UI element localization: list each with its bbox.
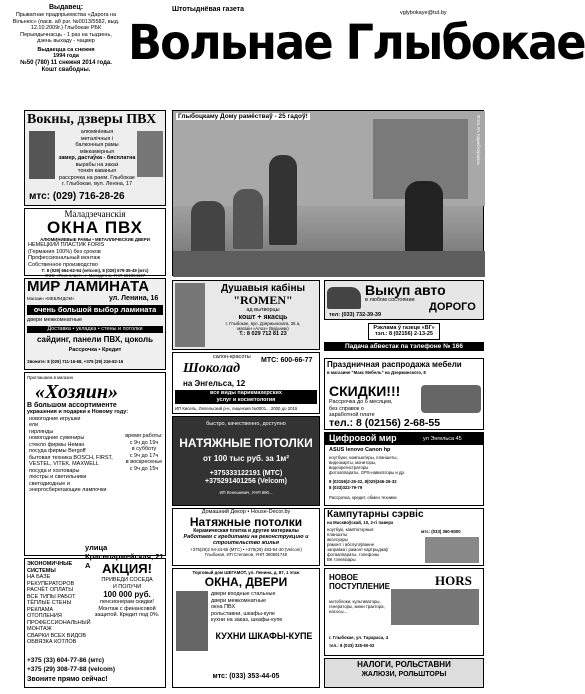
ad-line: СВАРКИ ВСЕХ ВИДОВ bbox=[27, 632, 87, 639]
machine-image bbox=[391, 589, 479, 625]
ad-sub: ЖАЛЮЗИ, РОЛЬШТОРЫ bbox=[361, 671, 447, 678]
ad-header: Домашний Декор • House-Decor.by bbox=[201, 509, 291, 515]
ad-line: генераторы, мини трактора, bbox=[329, 604, 385, 609]
ad-line: рассрочка на раем. Глыбокае bbox=[59, 174, 135, 181]
ad-line: НА БАЗЕ РЕКУПЕРАТОРОВ bbox=[27, 574, 75, 587]
ad-line: Доставка • укладка • стены и потолки bbox=[27, 326, 163, 333]
ad-line: окна ПВХ bbox=[211, 604, 236, 610]
ad-line: аксесуары bbox=[327, 537, 348, 542]
ad-phone: мтс: (033) 353-44-05 bbox=[212, 673, 280, 680]
ad-lines bbox=[329, 455, 479, 475]
ad-store: Магазин «МЕБЛИДОМ» bbox=[27, 296, 75, 301]
ad-right bbox=[89, 577, 165, 619]
ad-title: Душавыя кабіны bbox=[220, 283, 306, 294]
ad-kamp bbox=[324, 508, 484, 566]
ad-line: фотоаппараты, GPS-навигаторы и др. bbox=[329, 470, 406, 475]
ad-address: на Энгельса, 12 bbox=[183, 379, 246, 388]
ad-title: Шоколад bbox=[183, 361, 241, 376]
ad-header: Торговый дом ШЕГАМОТ, ул. Ленина, д. 87, 1 этаж bbox=[192, 570, 300, 575]
ad-line: ВСЕ ТИПЫ РАБОТ bbox=[27, 593, 76, 600]
ad-line: РАСЧЁТ ОПЛАТЫ bbox=[27, 587, 74, 593]
ad-big: СКИДКИ!!! bbox=[329, 383, 401, 399]
ad-phone: Т.: 8 029 712 81 23 bbox=[239, 330, 287, 337]
ad-novoe bbox=[324, 568, 484, 656]
ad-phone: тел.: 8 (02156) 2-68-55 bbox=[329, 417, 441, 429]
ad-phone: мтс: (029) 716-28-26 bbox=[29, 191, 125, 202]
ad-salon: салон-красоты bbox=[213, 354, 251, 360]
ad-reklama bbox=[324, 322, 484, 356]
ad-footer: ООО «Рекс-пласт», г. Молодечно, УНП 691064197 bbox=[44, 273, 146, 278]
ad-left bbox=[27, 561, 91, 646]
publisher-line: дзень выхаду - чацвер bbox=[37, 38, 95, 44]
list-item: ели bbox=[29, 422, 39, 428]
ad-line: ад вытворцы bbox=[246, 307, 280, 313]
photo-floor bbox=[173, 251, 485, 277]
ad-mts: МТС: 600-66-77 bbox=[261, 357, 313, 364]
ad-line: РЕКЛАМА ОТОПЛЕНИЯ bbox=[27, 606, 62, 619]
ad-price: ДОРОГО bbox=[429, 301, 476, 313]
ad-phone: 8 (02156)2-26-32, 8(029)346-26-32 bbox=[329, 479, 397, 484]
ad-line: Падача абвестак па тэлефоне № 166 bbox=[324, 342, 484, 351]
ad-nalogi bbox=[324, 658, 484, 688]
ad-footer: ИП Кисель, Лепельский р-н, лицензия №0001... 2000 до 2015 bbox=[175, 406, 298, 411]
masthead-title-box bbox=[128, 15, 585, 74]
ad-title: Праздничная распродажа мебели bbox=[327, 360, 462, 369]
hours-line: с 9ч до 19ч bbox=[129, 439, 159, 446]
ad-line: (Германия 100%) без сроков bbox=[28, 248, 101, 255]
hours-line: в воскресенье bbox=[125, 459, 163, 465]
ad-line: АЛЮМИНИЕВЫЕ РАМЫ • МЕТАЛЛИЧЕСКИЕ ДВЕРИ bbox=[40, 237, 150, 242]
photo-person bbox=[233, 189, 263, 249]
computer-image bbox=[425, 537, 479, 563]
ad-address: на Масквоўскай, 10, 2-гі паверх bbox=[327, 520, 394, 525]
ad-line: ноутбуки, компьютеры, планшеты, bbox=[329, 455, 398, 460]
hours-line: с 9ч до 17ч bbox=[129, 452, 159, 459]
ad-shokolad bbox=[172, 352, 320, 414]
list-item: новогодние игрушки bbox=[29, 415, 81, 422]
ad-line: замер, дастаўка - бясплатна bbox=[58, 155, 136, 161]
ad-phones: +375(29)2 94-34-55 (МТС) • +375(29) 483-94-30 (Velcom) bbox=[190, 546, 302, 552]
ad-line: пенсионерам скидки! bbox=[100, 599, 154, 605]
ad-molodechno bbox=[24, 208, 166, 276]
ad-line: И ПОЛУЧИ bbox=[112, 583, 142, 590]
publisher-line: Вільнюс» (пасв. аб рэг. №0013/5582, выд. bbox=[12, 18, 120, 25]
list-item: стекло фирмы Неман bbox=[29, 441, 85, 448]
ad-credit: Рассрочка • Кредит bbox=[68, 347, 122, 353]
ad-line: ПРИВЕДИ СОСЕДА bbox=[101, 577, 153, 583]
ad-price: от 100 тыс руб. за 1м² bbox=[202, 453, 289, 463]
ad-title: ОКНА ПВХ bbox=[46, 218, 144, 237]
ad-line: двери межкомнатные bbox=[211, 597, 267, 604]
window-image bbox=[137, 131, 163, 177]
ad-title: Выкуп авто bbox=[365, 282, 446, 298]
ad-lead: В большом ассортименте bbox=[27, 402, 117, 409]
ad-line: балконныя рамы bbox=[75, 142, 119, 148]
ad-address: г. Глыбокае, ул. Тарараса, 4 bbox=[329, 635, 388, 640]
hours bbox=[125, 433, 163, 472]
ad-line: насосы... bbox=[329, 609, 348, 614]
ad-title: Натяжные потолки bbox=[189, 514, 303, 529]
ad-line: ОБВЯЗКА КОТЛОВ bbox=[27, 639, 77, 645]
ad-header: Маладзечанскія bbox=[64, 209, 126, 219]
hours-line: с 9ч до 15ч bbox=[129, 465, 159, 472]
ad-cifrovoy bbox=[324, 432, 484, 506]
ad-line: видеокарты, мониторы, bbox=[329, 460, 377, 465]
ad-line: фотааппараты, тэлефоны bbox=[327, 552, 380, 557]
ad-line: ПРОФЕССИОНАЛЬНЫЙ МОНТАЖ bbox=[27, 619, 91, 632]
publisher-line: Прыватнае прадпрыемства «Дарога на bbox=[15, 12, 117, 18]
list-item: гирлянды bbox=[29, 428, 54, 435]
publisher-line: 12.10.2009г.) Глыбокае РБК bbox=[30, 25, 102, 31]
ad-line: рамонт і абслугоўванне bbox=[327, 542, 375, 547]
ad-sub: Керамическая плитка и другие материалы bbox=[193, 527, 299, 534]
ad-line: заработной плате bbox=[329, 412, 375, 418]
publisher-block bbox=[6, 4, 126, 108]
photo-caption: Глыбоцкаму Дому рамёстваў - 25 гадоў! bbox=[178, 113, 308, 120]
photo-credit: Фота Ул. Карабчэўскага bbox=[476, 115, 481, 165]
ad-line: Собственное производство bbox=[28, 261, 98, 268]
publisher-line: Перыядычнасць - 1 раз на тыдзень, bbox=[20, 31, 112, 38]
price: Кошт свабодны. bbox=[41, 66, 91, 73]
ad-line: кухни на заказ, шкафы-купе bbox=[211, 617, 283, 623]
list-item: светодиодные и энергосберегающие лампочки bbox=[29, 480, 107, 493]
ad-windows bbox=[24, 110, 166, 206]
ad-store: в магазине "Макс Мебель" на Дзержинского, 8 bbox=[327, 370, 426, 375]
issue-number: №50 (780) 11 снежня 2014 года. bbox=[20, 59, 112, 66]
publisher-line: 1994 года bbox=[53, 53, 79, 59]
ad-line: планшэты bbox=[327, 532, 348, 537]
ad-furniture bbox=[324, 358, 484, 430]
ad-line: вырабы на заказ bbox=[75, 161, 119, 168]
ad-address: ул. Ленина, 16 bbox=[109, 295, 159, 302]
ad-line: Профессиональный монтаж bbox=[28, 255, 101, 261]
ad-line: ТЁПЛЫЕ СТЕНЫ bbox=[27, 600, 72, 606]
ad-phone: 8 (033)322-79-79 bbox=[329, 485, 363, 490]
ad-phone: +375333122191 (МТС) bbox=[209, 469, 283, 477]
publisher-label: Выдавец: bbox=[48, 4, 84, 11]
ad-line: Рэклама ў газеце «ВГ» bbox=[373, 324, 435, 331]
ad-title: НАТЯЖНЫЕ ПОТОЛКИ bbox=[179, 435, 313, 450]
ad-address: ул Энгельса 45 bbox=[423, 436, 462, 442]
ad-auto bbox=[324, 280, 484, 320]
ad-line: двери входные стальные bbox=[211, 591, 276, 597]
list-item: посуда фирмы Bergoff bbox=[29, 448, 86, 454]
ad-phone: тел: (033) 732-39-39 bbox=[329, 312, 382, 318]
ad-footer: Глыбокая, ИП Степанов, УНП 390591748 bbox=[204, 551, 288, 557]
ad-lines bbox=[329, 599, 389, 614]
ad-lines bbox=[211, 591, 317, 624]
list-item: новогодние сувениры bbox=[29, 435, 85, 441]
photo-person bbox=[269, 155, 297, 245]
ad-okna2 bbox=[172, 568, 320, 688]
masthead-title: Вольнае Глыбокае bbox=[128, 15, 585, 71]
ad-line: сайдинг, панели ПВХ, цоколь bbox=[37, 335, 153, 344]
ad-lines bbox=[57, 129, 137, 188]
main-photo bbox=[172, 110, 484, 276]
ad-footer: Рассрочка, кредит, обмен техники bbox=[329, 495, 397, 500]
ad-brands: ASUS lenovo Canon hp bbox=[329, 447, 391, 453]
ad-title: Цифровой мир bbox=[329, 433, 397, 443]
ad-line: быстро, качественно, доступно bbox=[206, 421, 286, 427]
ad-line: алюмініевыя bbox=[80, 129, 114, 135]
ad-brand: "ROMEN" bbox=[233, 293, 293, 307]
ad-invite: Приглашаем в магазин bbox=[27, 375, 74, 380]
ad-sub: украшения и подарки к Новому году: bbox=[27, 409, 129, 415]
ad-line: услуг и косметология bbox=[175, 397, 317, 404]
sofa-image bbox=[421, 385, 481, 413]
ad-slogan: очень большой выбор ламината bbox=[27, 305, 163, 315]
ad-line: 100 000 руб. bbox=[103, 590, 151, 599]
ad-akcia bbox=[24, 558, 166, 688]
ad-line: кошт + якасць bbox=[238, 313, 288, 321]
ad-phone: тел.: 8 (033) 325-60-02 bbox=[329, 643, 375, 648]
hours-line: время работы: bbox=[125, 433, 163, 439]
list-item: посуда и хозтовары bbox=[29, 467, 80, 474]
ad-line: двери межкомнатные bbox=[27, 317, 83, 323]
ad-line: ВК тэлевізары bbox=[327, 557, 356, 562]
ad-brand: HORS bbox=[435, 573, 472, 588]
ad-big: КУХНИ ШКАФЫ-КУПЕ bbox=[215, 631, 313, 641]
ad-phone: +375 (29) 308-77-88 (velcom) bbox=[27, 666, 115, 673]
ad-title: ОКНА, ДВЕРИ bbox=[204, 575, 288, 589]
ad-line: видеорегистраторы bbox=[329, 465, 369, 470]
ad-line: тэл.: 8 (02156) 2-13-25 bbox=[374, 331, 433, 337]
ad-line: ЭКОНОМИЧНЫЕ СИСТЕМЫ bbox=[27, 561, 73, 574]
list-item: люстры и светильники bbox=[29, 474, 87, 480]
ad-lines bbox=[329, 399, 393, 419]
ad-phone: Т: 8 (029) 664-62-94 (velcom), 8 (029) 679-35-49 (мтс) bbox=[41, 268, 149, 273]
car-image bbox=[327, 287, 361, 309]
ad-line: г. Глыбокае, вул. Леніна, 17 bbox=[61, 181, 133, 187]
ad-line: заправка і рамонт картрыджаў bbox=[327, 547, 389, 552]
ad-sub: в любом состоянии bbox=[365, 297, 415, 303]
ad-line: Рассрочка до 6 месяцев, bbox=[329, 399, 393, 405]
ad-phone: +375 (33) 604-77-86 (мтс) bbox=[27, 657, 105, 664]
ad-title: АКЦИЯ! bbox=[102, 561, 152, 576]
ad-line: все виды парикмахерских bbox=[175, 390, 317, 397]
ad-line: без справок о bbox=[329, 405, 364, 412]
ad-line: міжкамерныя bbox=[79, 148, 115, 155]
ad-line: г. Глыбокае, вул. Дзяржынскага, 35 а, bbox=[225, 320, 301, 326]
ad-title: «Хозяин» bbox=[35, 381, 119, 403]
list-item: бытовая техника BOSCH, FIRST, VESTEL, VITEK, MAXWELL bbox=[29, 454, 113, 467]
ad-line: тонкія каваныя bbox=[77, 168, 117, 174]
ad-romen bbox=[172, 280, 320, 350]
ad-title: МИР ЛАМИНАТА bbox=[27, 278, 150, 295]
door-image bbox=[29, 131, 55, 179]
ad-line: Монтаж с финансовой защитой. Кредит под 0%. bbox=[94, 605, 160, 618]
ad-credit: Работаем с кредитами на реконструкцию и строительство жилья bbox=[183, 533, 309, 546]
masthead-email[interactable]: vglybokaye@tut.by bbox=[400, 10, 447, 16]
door-image bbox=[176, 591, 208, 651]
masthead-subtitle: Штотыднёвая газета bbox=[172, 6, 244, 13]
hours-line: в субботу bbox=[131, 446, 157, 452]
shower-image bbox=[175, 283, 205, 347]
ad-laminate bbox=[24, 278, 166, 370]
ad-dekor bbox=[172, 508, 320, 566]
ad-title: Кампутарны сэрвіс bbox=[327, 509, 424, 520]
ad-line: металічныя i bbox=[80, 135, 114, 142]
ad-line: НЕМЕЦКИЙ ПЛАСТИК FORIS bbox=[28, 242, 105, 248]
ad-lines bbox=[327, 527, 417, 562]
ad-phone: +375291401256 (Velcom) bbox=[205, 477, 287, 485]
publisher-line: Выдаецца са снежня bbox=[37, 46, 95, 53]
ad-phone: Звоните: 8 (029) 711-16-68, +375 (29) 216-82-16 bbox=[27, 359, 124, 364]
ad-line: рольставни, шкафы-купе bbox=[211, 610, 275, 617]
ad-address: улица Красноармейская, 21 А bbox=[85, 543, 164, 570]
ad-line: магазін «Алоэ» (Будынак) bbox=[237, 325, 289, 331]
ad-title: Вокны, дзверы ПВХ bbox=[27, 112, 157, 127]
ad-title: НАЛОГИ, РОЛЬСТАВНИ bbox=[357, 660, 451, 669]
ad-slogan: Звоните прямо сейчас! bbox=[27, 676, 108, 683]
ad-line: ноутбукі, камп'ютэрныя bbox=[327, 527, 374, 532]
ad-footer: ИП Кенешевич, УНП 690... bbox=[219, 489, 273, 495]
ad-phone: мтс: (033) 360-8000 bbox=[421, 529, 461, 534]
ad-line: мотоблоки, культиваторы, bbox=[329, 599, 381, 604]
ad-ceilings bbox=[172, 416, 320, 506]
ad-title: НОВОЕ ПОСТУПЛЕНИЕ bbox=[329, 573, 390, 591]
